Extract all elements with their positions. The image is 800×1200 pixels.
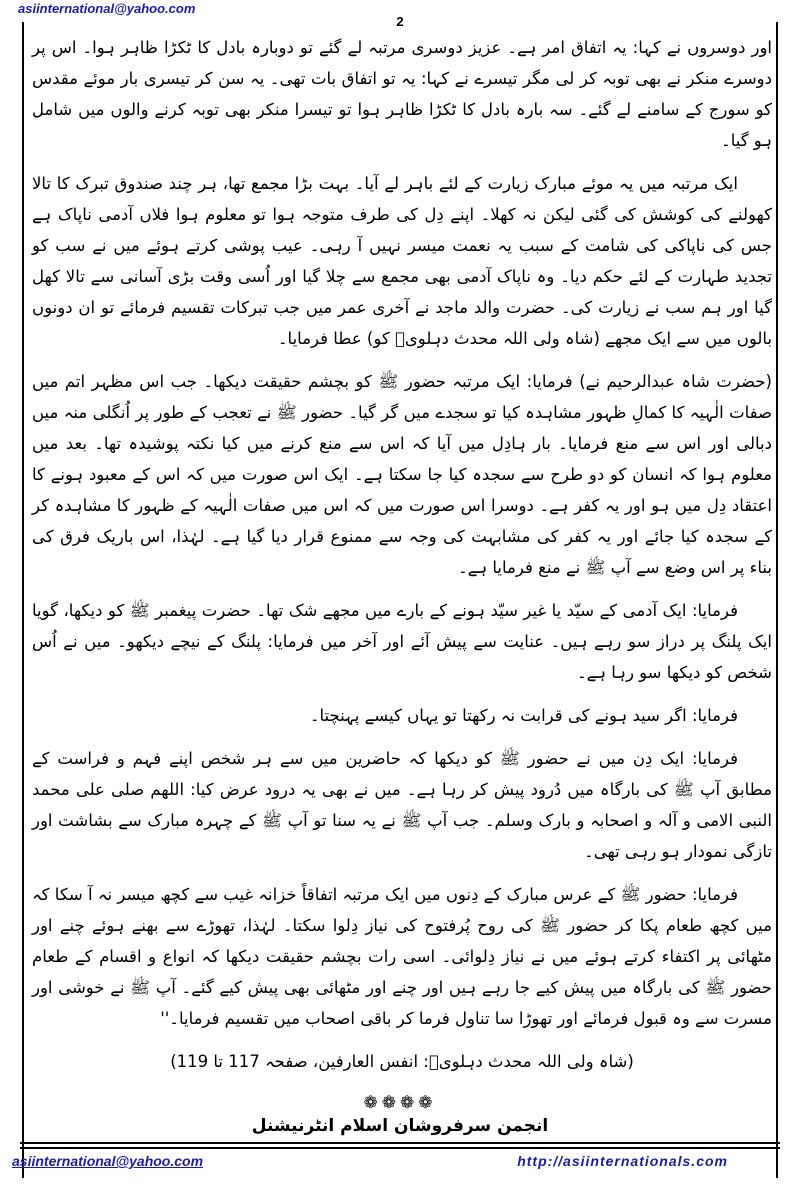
paragraph: ایک مرتبہ میں یہ موئے مبارک زیارت کے لئے باہر لے آیا۔ بہت بڑا مجمع تھا، ہر چند صندوق تبرک کا تالا کھولنے کی کوشش کی گئی لیکن نہ کھلا۔ اپنے دِل کی طرف متوجہ ہوا تو معلوم ہوا فلاں آدمی ناپاک ہے جس کی ناپاکی کی شامت کے سبب یہ نعمت میسر نہیں آ رہی۔ عیب پوشی کرتے ہوئے میں نے سب کو تجدید طہارت کے لئے حکم دیا۔ وہ ناپاک آدمی بھی مجمع سے چلا گیا اور اُسی وقت بڑی آسانی سے تالا کھل گیا اور ہم سب نے زیارت کی۔ حضرت والد ماجد نے آخری عمر میں جب تبرکات تقسیم فرمائے تو ان دونوں بالوں میں سے ایک مجھے (شاہ ولی اللہ محدث دہلویؒ کو) عطا فرمایا۔ [32,174,772,348]
reference-citation: (شاہ ولی اللہ محدث دہلویؒ: انفس العارفین، صفحہ 117 تا 119) [170,1052,634,1071]
document-body [32,32,772,1089]
paragraph: (حضرت شاہ عبدالرحیم نے) فرمایا: ایک مرتبہ حضور ﷺ کو بچشم حقیقت دیکھا۔ جب اس مظہر اتم میں صفات الٰہیہ کا کمالِ ظہور مشاہدہ کیا تو سجدے میں گر گیا۔ حضور ﷺ نے تعجب کے طور پر اُنگلی منہ میں دبالی اور اس سے منع فرمایا۔ بار ہادِل میں آیا کہ اس سے منع کرنے میں کیا نکتہ پوشیدہ تھا۔ بعد میں معلوم ہوا کہ انسان کو دو طرح سے سجدہ کیا جا سکتا ہے۔ ایک اس صورت میں کہ اس کے معبود ہونے کا اعتقاد دِل میں ہو اور یہ کفر ہے۔ دوسرا اس صورت میں کہ اس میں صفات الٰہیہ کے ظہور کا مشاہدہ کر کے سجدہ کیا جائے اور یہ کفر کی مشابہت کی وجہ سے ممنوع قرار دیا گیا ہے۔ لہٰذا، اس باریک فرق کی بناء پر اس وضع سے آپ ﷺ نے منع فرمایا ہے۔ [32,372,772,577]
page-number: 2 [396,14,404,29]
paragraph: فرمایا: ایک دِن میں نے حضور ﷺ کو دیکھا کہ حاضرین میں سے ہر شخص اپنے فہم و فراست کے مطابق آپ ﷺ کی بارگاہ میں دُرود پیش کر رہا ہے۔ میں نے بھی یہ درود عرض کیا: اللھم صلی علی محمد النبی الامی و آلہ و اصحابہ و بارک وسلم۔ جب آپ ﷺ نے یہ سنا تو آپ ﷺ کے چہرہ مبارک سے بشاشت اور تازگی نمودار ہو رہی تھی۔ [32,749,772,861]
footer-website-link[interactable]: http://asiinternationals.com [517,1153,728,1169]
header-email: asiinternational@yahoo.com [18,1,196,16]
paragraph: اور دوسروں نے کہا: یہ اتفاق امر ہے۔ عزیز دوسری مرتبہ لے گئے تو دوبارہ بادل کا ٹکڑا ظاہر ہوا۔ اس پر دوسرے منکر نے بھی توبہ کر لی مگر تیسرے نے کہا: یہ تو اتفاق بات تھی۔ یہ سن کر تیسری بار موئے مقدس کو سورج کے سامنے لے گئے۔ سہ بارہ بادل کا ٹکڑا ظاہر ہوا تو تیسرا منکر بھی توبہ کرنے والوں میں شامل ہو گیا۔ [32,38,772,150]
footer-email-link[interactable]: asiinternational@yahoo.com [12,1153,204,1169]
paragraph: فرمایا: ایک آدمی کے سیّد یا غیر سیّد ہونے کے بارے میں مجھے شک تھا۔ حضرت پیغمبر ﷺ کو دیکھا، گویا ایک پلنگ پر دراز سو رہے ہیں۔ عنایت سے پیش آئے اور آخر میں فرمایا: پلنگ کے نیچے دیکھو۔ میں نے اُس شخص کو دیکھا سو رہا ہے۔ [32,601,772,682]
footer-divider [20,1147,780,1149]
paragraph: فرمایا: حضور ﷺ کے عرس مبارک کے دِنوں میں ایک مرتبہ اتفاقاً خزانہ غیب سے کچھ میسر نہ آ سکا کہ میں کچھ طعام پکا کر حضور ﷺ کی روح پُرفتوح کی نیاز دِلوا سکتا۔ لہٰذا، تھوڑے سے بھنے ہوئے چنے اور مٹھائی پر اکتفاء کرتے ہوئے میں نے نیاز دِلوائی۔ اسی رات بچشم حقیقت دیکھا کہ انواع و اقسام کے طعام حضور ﷺ کی بارگاہ میں پیش کیے جا رہے ہیں اور چنے اور مٹھائی بھی پیش کیے گئے۔ آپ ﷺ نے خوشی اور مسرت سے وہ قبول فرمائے اور تھوڑا سا تناول فرما کر باقی اصحاب میں تقسیم فرمایا۔'' [32,885,772,1028]
paragraph: فرمایا: اگر سید ہونے کی قرابت نہ رکھتا تو یہاں کیسے پہنچتا۔ [309,706,738,725]
flower-ornament-icon: ❁❁❁❁ [363,1093,437,1113]
footer-divider [20,1142,780,1144]
organization-name: انجمن سرفروشان اسلام انٹرنیشنل [251,1116,549,1136]
